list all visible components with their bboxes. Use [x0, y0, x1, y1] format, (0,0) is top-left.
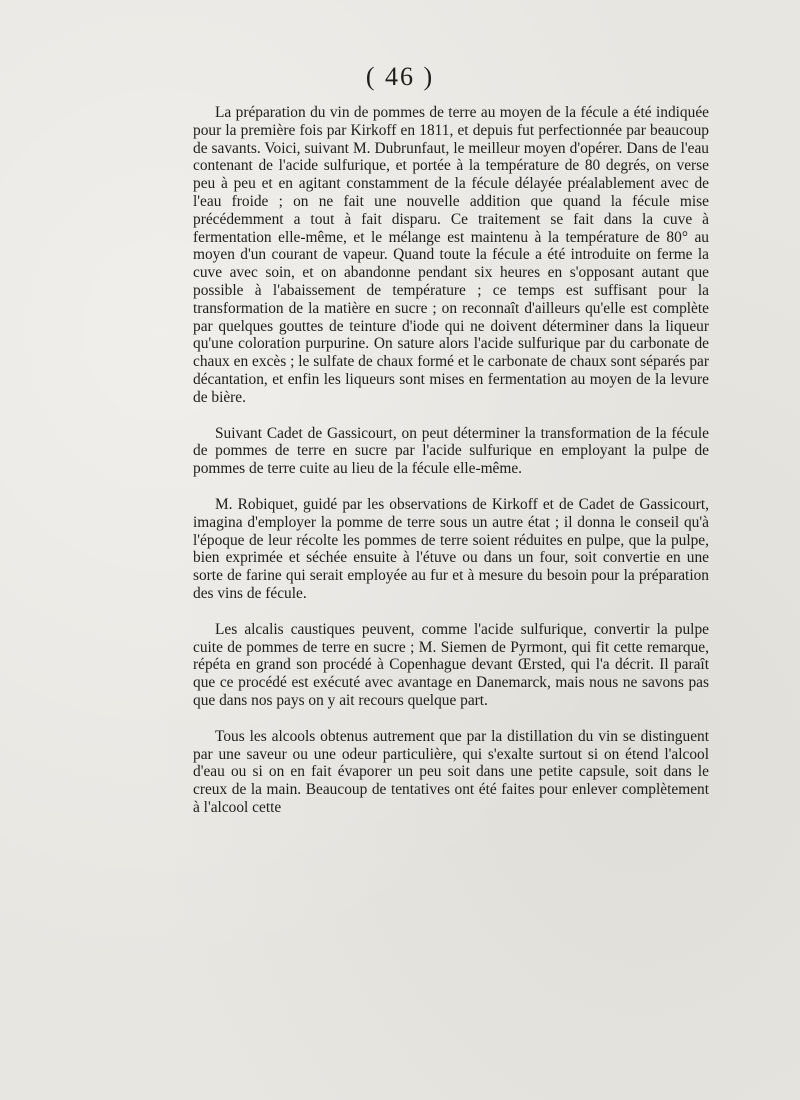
body-text	[193, 104, 709, 835]
paragraph-robiquet: M. Robiquet, guidé par les observations de Kirkoff et de Cadet de Gassicourt, imagina d'employer la pomme de terre sous un autre état ; il donna le conseil qu'à l'époque de leur récolte les pommes de terre soient réduites en pulpe, que la pulpe, bien exprimée et séchée ensuite à l'étuve ou dans un four, soit convertie en une sorte de farine qui serait employée au fur et à mesure du besoin pour la préparation des vins de fécule.	[193, 495, 709, 602]
page-number: ( 46 )	[365, 62, 435, 91]
paragraph-potato-wine-preparation: La préparation du vin de pommes de terre au moyen de la fécule a été indiquée pour la première fois par Kirkoff en 1811, et depuis fut perfectionnée par beaucoup de savants. Voici, suivant M. Dubrunfaut, le meilleur moyen d'opérer. Dans de l'eau contenant de l'acide sulfurique, et portée à la température de 80 degrés, on verse peu à peu et en agitant constamment de la fécule délayée préalablement avec de l'eau froide ; on ne fait une nouvelle addition que quand la fécule mise précédemment a tout à fait disparu. Ce traitement se fait dans la cuve à fermentation elle-même, et le mélange est maintenu à la température de 80° au moyen d'un courant de vapeur. Quand toute la fécule a été introduite on ferme la cuve avec soin, et on abandonne pendant six heures en s'opposant autant que possible à l'abaissement de température ; ce temps est suffisant pour la transformation de la matière en sucre ; on reconnaît d'ailleurs qu'elle est complète par quelques gouttes de teinture d'iode qui ne doivent déterminer dans la liqueur qu'une coloration purpurine. On sature alors l'acide sulfurique par du carbonate de chaux en excès ; le sulfate de chaux formé et le carbonate de chaux sont séparés par décantation, et enfin les liqueurs sont mises en fermentation au moyen de la levure de bière.	[193, 104, 709, 406]
paragraph-caustic-alkalis: Les alcalis caustiques peuvent, comme l'acide sulfurique, convertir la pulpe cuite de pommes de terre en sucre ; M. Siemen de Pyrmont, qui fit cette remarque, répéta en grand son procédé à Copenhague devant Œrsted, qui l'a décrit. Il paraît que ce procédé est exécuté avec avantage en Danemarck, mais nous ne savons pas que dans nos pays on y ait recours quelque part.	[193, 620, 709, 709]
paragraph-cadet-de-gassicourt: Suivant Cadet de Gassicourt, on peut déterminer la transformation de la fécule de pommes de terre en sucre par l'acide sulfurique en employant la pulpe de pommes de terre cuite au lieu de la fécule elle-même.	[193, 424, 709, 478]
paragraph-alcohol-distinction: Tous les alcools obtenus autrement que par la distillation du vin se distinguent par une saveur ou une odeur particulière, qui s'exalte surtout si on étend l'alcool d'eau ou si on en fait évaporer un peu soit dans une petite capsule, soit dans le creux de la main. Beaucoup de tentatives ont été faites pour enlever complètement à l'alcool cette	[193, 727, 709, 816]
